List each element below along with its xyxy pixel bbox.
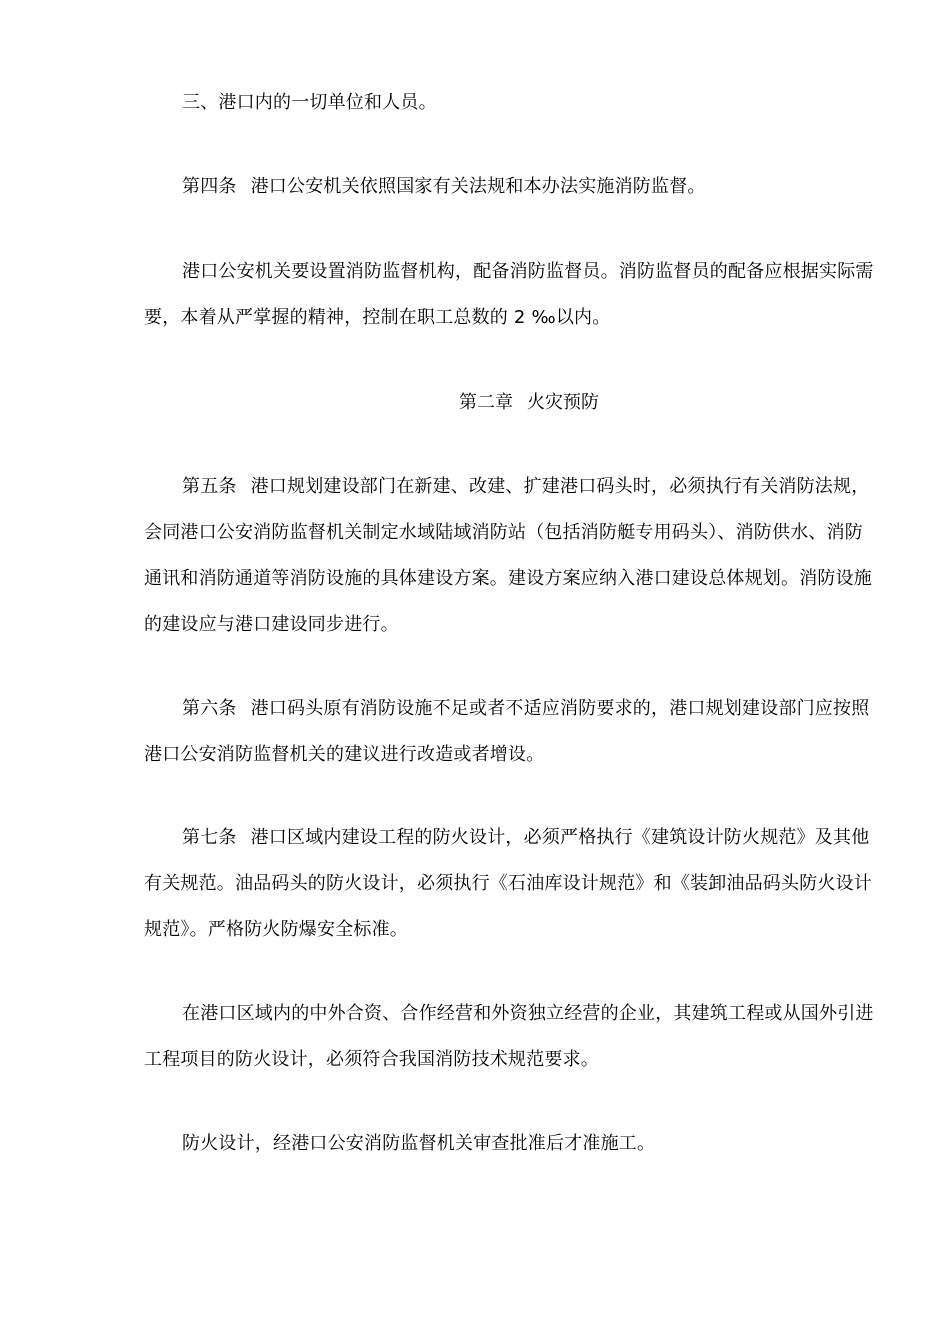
article-label: 第六条 (182, 698, 237, 719)
paragraph-supervision-staff (144, 249, 874, 341)
article-text: 港口规划建设部门在新建、改建、扩建港口码头时，必须执行有关消防法规，会同港口公安消防监督机关制定水域陆域消防站（包括消防艇专用码头）、消防供水、消防通讯和消防通道等消防设施的具体建设方案。建设方案应纳入港口建设总体规划。消防设施的建设应与港口建设同步进行。 (144, 476, 872, 635)
article-text: 港口公安机关依照国家有关法规和本办法实施消防监督。 (250, 176, 706, 197)
article-6 (144, 686, 874, 778)
paragraph-item-3 (144, 80, 874, 126)
paragraph-text: 防火设计，经港口公安消防监督机关审查批准后才准施工。 (182, 1133, 656, 1154)
article-label: 第七条 (182, 827, 237, 848)
article-label: 第四条 (182, 176, 237, 197)
article-5 (144, 464, 874, 648)
paragraph-approval (144, 1121, 874, 1167)
paragraph-joint-venture (144, 991, 874, 1083)
article-text: 港口区域内建设工程的防火设计，必须严格执行《建筑设计防火规范》及其他有关规范。油品码头的防火设计，必须执行《石油库设计规范》和《装卸油品码头防火设计规范》。严格防火防爆安全标准。 (144, 827, 872, 940)
paragraph-text: 在港口区域内的中外合资、合作经营和外资独立经营的企业，其建筑工程或从国外引进工程项目的防火设计，必须符合我国消防技术规范要求。 (144, 1003, 874, 1070)
article-4 (144, 164, 874, 210)
chapter-label: 第二章 (459, 392, 513, 413)
article-label: 第五条 (182, 476, 237, 497)
article-text: 港口码头原有消防设施不足或者不适应消防要求的，港口规划建设部门应按照港口公安消防监督机关的建议进行改造或者增设。 (144, 698, 870, 765)
chapter-title: 火灾预防 (527, 392, 599, 413)
article-7 (144, 815, 874, 953)
paragraph-text: 港口公安机关要设置消防监督机构，配备消防监督员。消防监督员的配备应根据实际需要，本着从严掌握的精神，控制在职工总数的 2 ‰以内。 (144, 261, 874, 328)
chapter-heading (0, 380, 950, 426)
paragraph-text: 三、港口内的一切单位和人员。 (182, 92, 437, 113)
